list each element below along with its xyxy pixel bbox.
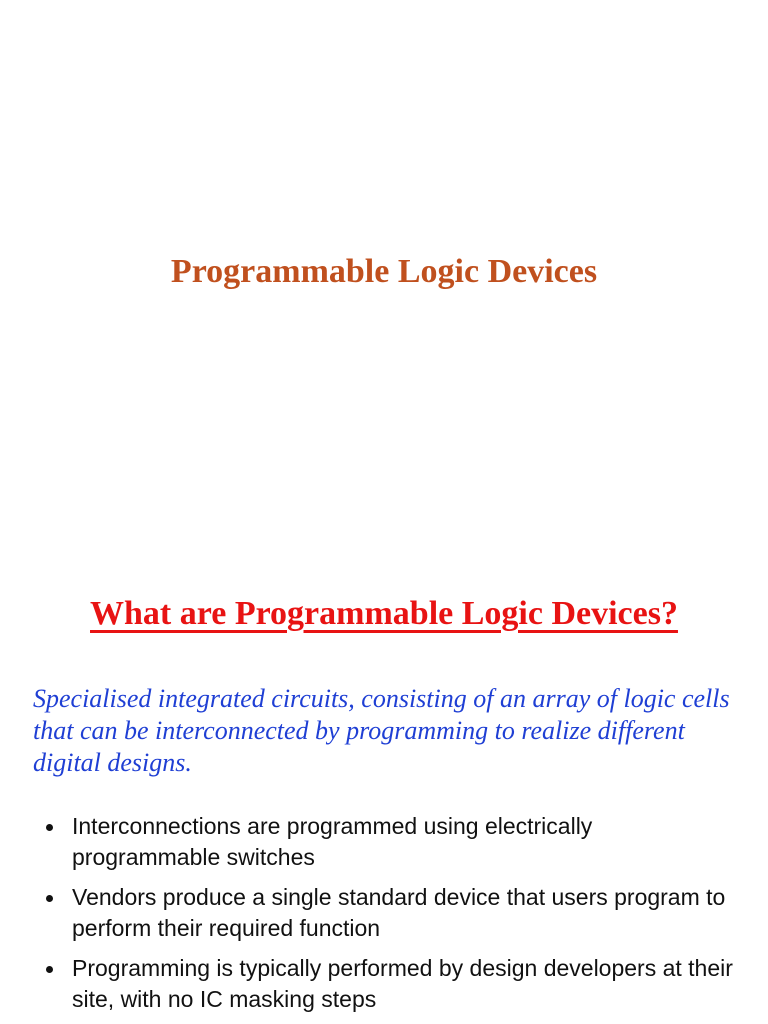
bullet-dot-icon (46, 966, 53, 973)
section-heading-text: What are Programmable Logic Devices? (90, 595, 678, 632)
bullet-item (46, 953, 746, 1015)
bullet-text: Programming is typically performed by design developers at their site, with no IC masking steps (72, 955, 733, 1012)
slide-title: Programmable Logic Devices (170, 253, 598, 290)
section-heading (0, 592, 768, 636)
definition-text: Specialised integrated circuits, consisting of an array of logic cells that can be interconnected by programming to realize different digital designs. (33, 684, 730, 777)
bullet-item (46, 811, 746, 873)
bullet-list (46, 811, 746, 1024)
bullet-text: Interconnections are programmed using electrically programmable switches (72, 813, 593, 870)
bullet-dot-icon (46, 895, 53, 902)
bullet-text: Vendors produce a single standard device that users program to perform their required function (72, 884, 726, 941)
bullet-item (46, 882, 746, 944)
bullet-dot-icon (46, 824, 53, 831)
